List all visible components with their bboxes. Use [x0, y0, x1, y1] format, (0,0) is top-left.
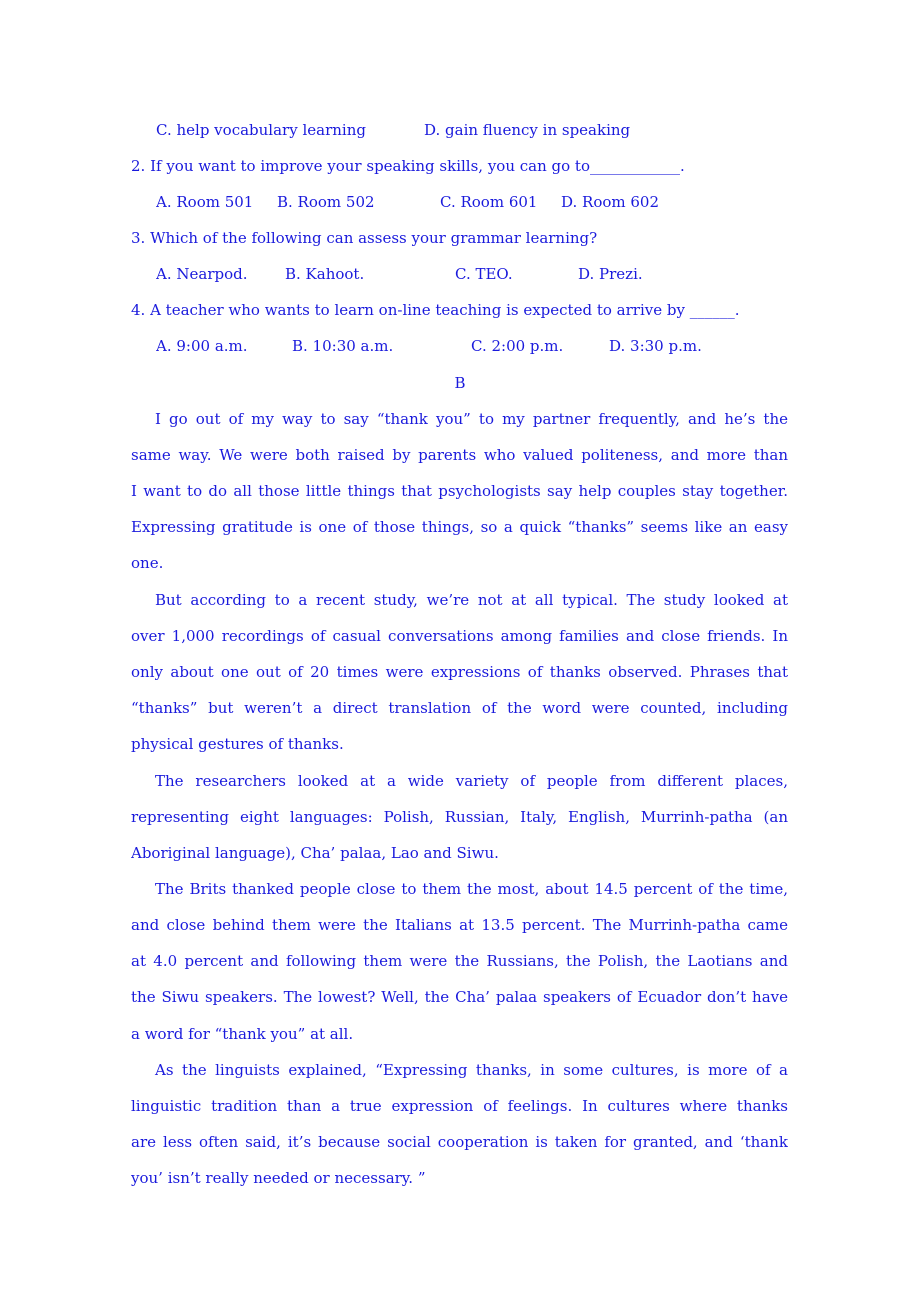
q2-stem: 2. If you want to improve your speaking skills, you can go to____________. [131, 157, 685, 175]
paragraph-line: As the linguists explained, “Expressing thanks, in some cultures, is more of a [155, 1061, 788, 1079]
paragraph-line: linguistic tradition than a true expression of feelings. In cultures where thanks [131, 1097, 788, 1115]
q2-options-row [156, 184, 788, 220]
paragraph-line: The Brits thanked people close to them the most, about 14.5 percent of the time, [155, 880, 788, 898]
q4-option-a: A. 9:00 a.m. [156, 337, 248, 355]
paragraph-line: are less often said, it’s because social cooperation is taken for granted, and ‘thank [131, 1133, 788, 1151]
q4-option-b: B. 10:30 a.m. [292, 337, 394, 355]
paragraph-line: I go out of my way to say “thank you” to my partner frequently, and he’s the [155, 410, 788, 428]
q1-option-c: C. help vocabulary learning [156, 121, 366, 139]
q1-option-d: D. gain fluency in speaking [424, 121, 631, 139]
q4-options-row [156, 328, 788, 364]
q2-option-b: B. Room 502 [277, 193, 375, 211]
q1-options-row [156, 112, 788, 148]
q3-option-a: A. Nearpod. [156, 265, 248, 283]
q2-option-a: A. Room 501 [156, 193, 254, 211]
paragraph-line: I want to do all those little things that psychologists say help couples stay together. [131, 482, 788, 500]
q4-option-c: C. 2:00 p.m. [471, 337, 564, 355]
paragraph-line: “thanks” but weren’t a direct translation of the word were counted, including [131, 699, 788, 717]
q3-stem: 3. Which of the following can assess your grammar learning? [131, 229, 598, 247]
paragraph-line: physical gestures of thanks. [131, 735, 344, 753]
paragraph-line: you’ isn’t really needed or necessary. ” [131, 1169, 426, 1187]
paragraph-line: same way. We were both raised by parents who valued politeness, and more than [131, 446, 788, 464]
paragraph-line: one. [131, 554, 164, 572]
paragraph-line: only about one out of 20 times were expressions of thanks observed. Phrases that [131, 663, 788, 681]
paragraph-line: Expressing gratitude is one of those things, so a quick “thanks” seems like an easy [131, 518, 788, 536]
q4-option-d: D. 3:30 p.m. [609, 337, 702, 355]
q4-stem: 4. A teacher who wants to learn on-line teaching is expected to arrive by ______. [131, 301, 740, 319]
paragraph-line: But according to a recent study, we’re not at all typical. The study looked at [155, 591, 788, 609]
q2-option-d: D. Room 602 [561, 193, 660, 211]
q2-option-c: C. Room 601 [440, 193, 538, 211]
paragraph-line: and close behind them were the Italians at 13.5 percent. The Murrinh-patha came [131, 916, 788, 934]
paragraph-line: the Siwu speakers. The lowest? Well, the Cha’ palaa speakers of Ecuador don’t have [131, 988, 788, 1006]
paragraph-line: The researchers looked at a wide variety of people from different places, [155, 772, 788, 790]
paragraph-line: at 4.0 percent and following them were the Russians, the Polish, the Laotians and [131, 952, 788, 970]
q3-option-c: C. TEO. [455, 265, 513, 283]
paragraph-line: representing eight languages: Polish, Russian, Italy, English, Murrinh-patha (an [131, 808, 788, 826]
paragraph-line: Aboriginal language), Cha’ palaa, Lao and Siwu. [131, 844, 499, 862]
q3-options-row [156, 256, 788, 292]
q3-option-b: B. Kahoot. [285, 265, 365, 283]
paragraph-line: over 1,000 recordings of casual conversations among families and close friends. In [131, 627, 788, 645]
q3-option-d: D. Prezi. [578, 265, 643, 283]
paragraph-line: a word for “thank you” at all. [131, 1025, 354, 1043]
section-heading: B [454, 374, 466, 392]
